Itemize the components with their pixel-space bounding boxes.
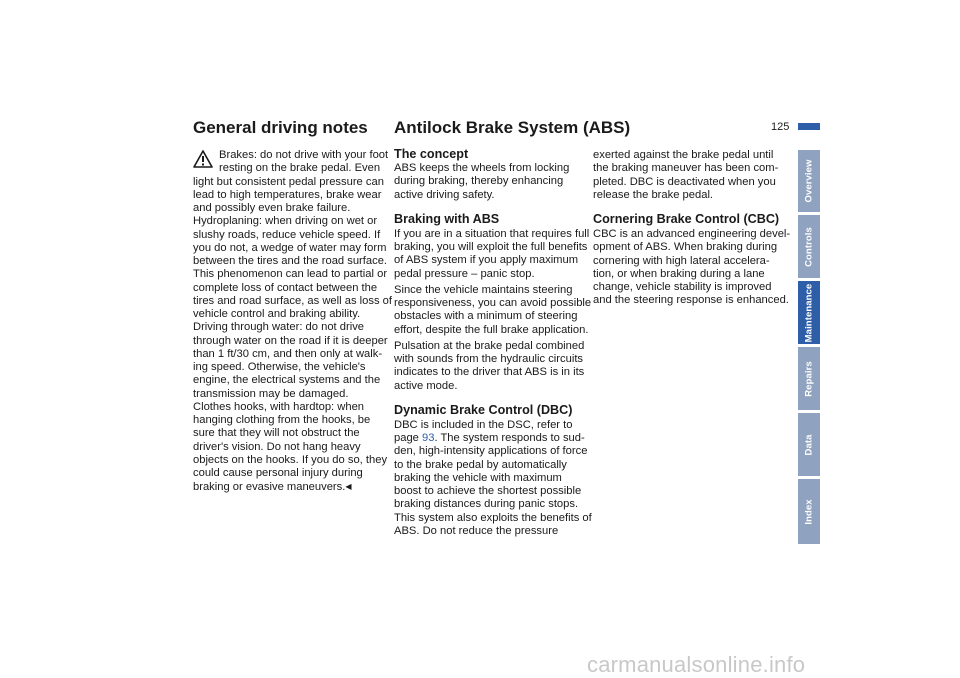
body-line: braking, you will exploit the full benefits (394, 241, 588, 253)
body-line: the braking maneuver has been com- (593, 162, 779, 175)
body-line: Clothes hooks, with hardtop: when (193, 400, 365, 413)
body-line: responsiveness, you can avoid possible (394, 297, 592, 309)
body-line: This phenomenon can lead to partial or (193, 268, 388, 281)
body-line-with-link (394, 432, 586, 445)
watermark: carmanualsonline.info (587, 652, 806, 677)
side-tab-controls[interactable] (798, 215, 820, 278)
body-line: engine, the electrical systems and the (193, 374, 381, 387)
body-line: to the brake pedal by automatically (394, 458, 567, 471)
body-line: with sounds from the hydraulic circuits (394, 353, 584, 365)
body-line: den, high-intensity applications of force (394, 445, 588, 458)
body-line: indicates to the driver that ABS is in its (394, 366, 585, 379)
middle-column (394, 147, 592, 538)
body-line: If you are in a situation that requires full (394, 227, 590, 240)
body-line: sure that they will not obstruct the (193, 427, 360, 440)
body-line: braking distances during panic stops. (394, 498, 579, 511)
body-line: effort, despite the full brake application. (394, 323, 589, 336)
body-line: through water on the road if it is deeper (193, 334, 388, 347)
body-line: braking the vehicle with maximum (394, 471, 562, 484)
body-line: lead to high temperatures, brake wear (193, 188, 382, 201)
body-line: Driving through water: do not drive (193, 321, 365, 334)
body-line: ing speed. Otherwise, the vehicle's (193, 361, 366, 373)
page-93-link[interactable]: 93 (422, 432, 435, 444)
body-line: objects on the hooks. If you do so, they (193, 453, 388, 466)
side-tab-maintenance[interactable] (798, 281, 820, 344)
right-column (593, 149, 791, 308)
body-line: transmission may be damaged. (193, 387, 349, 400)
body-line: boost to achieve the shortest possible (394, 485, 582, 497)
body-line: you do not, a wedge of water may form (193, 241, 387, 254)
body-line: pedal pressure – panic stop. (394, 267, 535, 280)
body-line: resting on the brake pedal. Even (219, 162, 381, 175)
body-line: driver's vision. Do not hang heavy (193, 440, 361, 453)
body-line: vehicle control and braking ability. (193, 308, 361, 320)
section-title-general-driving-notes: General driving notes (193, 118, 368, 137)
side-tab-label: Overview (803, 159, 815, 203)
body-line: during braking, thereby enhancing (394, 175, 564, 188)
body-line: slushy roads, reduce vehicle speed. If (193, 228, 381, 241)
body-line: ABS. Do not reduce the pressure (394, 524, 559, 537)
page-title: Antilock Brake System (ABS) (394, 118, 631, 137)
side-tab-label: Controls (803, 226, 815, 267)
body-line: change, vehicle stability is improved (593, 281, 772, 293)
side-tab-label: Index (803, 498, 815, 525)
body-line: of ABS system if you apply maximum (394, 254, 579, 267)
body-line: active driving safety. (394, 188, 495, 201)
body-line: than 1 ft/30 cm, and then only at walk- (193, 347, 383, 360)
side-tab-overview[interactable] (798, 150, 820, 212)
body-line: Brakes: do not drive with your foot (219, 149, 389, 161)
body-line: Hydroplaning: when driving on wet or (193, 215, 378, 228)
body-line: tires and road surface, as well as loss of (193, 294, 392, 307)
heading-the-concept: The concept (394, 147, 469, 161)
body-line: ABS keeps the wheels from locking (394, 162, 570, 174)
body-line: pleted. DBC is deactivated when you (593, 175, 776, 188)
body-line-text: braking or evasive maneuvers. (193, 481, 346, 494)
body-line: opment of ABS. When braking during (593, 241, 778, 254)
body-line: could cause personal injury during (193, 467, 363, 479)
heading-cornering-brake-control: Cornering Brake Control (CBC) (593, 212, 780, 226)
side-tab-data[interactable] (798, 413, 820, 476)
body-line: and possibly even brake failure. (193, 202, 351, 214)
side-tab-label: Repairs (803, 360, 815, 397)
body-line: obstacles with a minimum of steering (394, 310, 578, 323)
body-line: CBC is an advanced engineering devel- (593, 228, 791, 240)
body-line: cornering with high lateral accelera- (593, 254, 770, 267)
page-ref-suffix: . The system responds to sud- (434, 432, 585, 444)
body-line: release the brake pedal. (593, 188, 714, 201)
body-line: Since the vehicle maintains steering (394, 283, 573, 296)
page-number-bar (798, 123, 820, 130)
body-line: Pulsation at the brake pedal combined (394, 339, 585, 352)
body-line: DBC is included in the DSC, refer to (394, 418, 573, 431)
body-line: This system also exploits the benefits of (394, 511, 592, 524)
body-line: active mode. (394, 379, 458, 392)
body-line: and the steering response is enhanced. (593, 294, 789, 307)
page-number: 125 (771, 121, 790, 133)
side-tab-repairs[interactable] (798, 347, 820, 410)
page-ref-prefix: page (394, 432, 422, 444)
left-column-body (193, 149, 392, 495)
end-of-section-marker-icon: ◀ (345, 482, 352, 492)
heading-dynamic-brake-control: Dynamic Brake Control (DBC) (394, 402, 573, 417)
side-tab-label: Maintenance (803, 283, 815, 342)
body-line-last (193, 480, 385, 494)
side-tab-label: Data (803, 434, 815, 455)
body-line: tion, or when braking during a lane (593, 267, 765, 280)
body-line: hanging clothing from the hooks, be (193, 414, 371, 426)
side-tab-index[interactable] (798, 479, 820, 544)
body-line: light but consistent pedal pressure can (193, 175, 384, 188)
body-line: exerted against the brake pedal until (593, 149, 774, 161)
body-line: complete loss of contact between the (193, 281, 378, 294)
heading-braking-with-abs: Braking with ABS (394, 211, 500, 226)
body-line: between the tires and the road surface. (193, 255, 388, 267)
